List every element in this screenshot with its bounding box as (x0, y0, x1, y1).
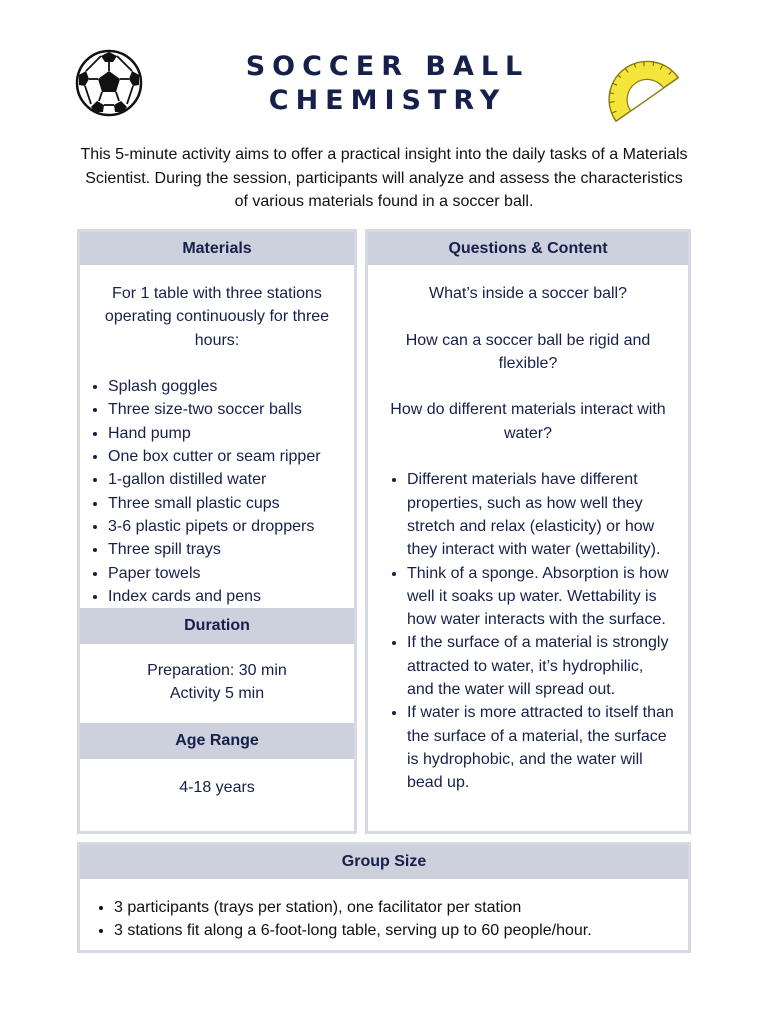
question-2: How can a soccer ball be rigid and flexible? (405, 331, 651, 372)
group-size-panel (77, 842, 691, 953)
list-item: • One box cutter or seam ripper (108, 445, 338, 468)
list-item: • Splash goggles (108, 375, 338, 398)
materials-header: Materials (80, 232, 354, 265)
materials-list (96, 375, 338, 608)
materials-intro: For 1 table with three stations operating continuously for three hours: (104, 285, 330, 349)
intro-paragraph: This 5-minute activity aims to offer a practical insight into the daily tasks of a Materials Scientist. During the session, participants will analyze and assess the characteristics of various materials found in a soccer ball. (80, 146, 688, 210)
group-size-list (80, 879, 688, 943)
list-item: • Think of a sponge. Absorption is how well it soaks up water. Wettability is how water interacts with the surface. (407, 562, 674, 632)
group-size-header: Group Size (80, 845, 688, 879)
list-item: • Hand pump (108, 422, 338, 445)
list-item: • Three small plastic cups (108, 492, 338, 515)
right-panel (365, 229, 691, 834)
list-item: • If water is more attracted to itself than the surface of a material, the surface is hydrophobic, and the water will bead up. (407, 701, 674, 794)
list-item: • Paper towels (108, 562, 338, 585)
list-item: • 3-6 plastic pipets or droppers (108, 515, 338, 538)
list-item: • 3 stations fit along a 6-foot-long table, serving up to 60 people/hour. (114, 919, 688, 942)
content-list (382, 468, 674, 794)
questions-header: Questions & Content (368, 232, 688, 265)
list-item: • Three size-two soccer balls (108, 398, 338, 421)
list-item: • 3 participants (trays per station), one facilitator per station (114, 896, 688, 919)
duration-header: Duration (80, 608, 354, 644)
materials-section (80, 265, 354, 608)
question-3: How do different materials interact with water? (390, 401, 666, 442)
page-title (0, 50, 768, 118)
duration-activity: Activity 5 min (169, 685, 265, 703)
title-line-2: CHEMISTRY (268, 85, 507, 116)
duration-section (80, 644, 354, 723)
title-line-1: SOCCER BALL (245, 51, 530, 82)
duration-preparation: Preparation: 30 min (147, 662, 287, 679)
list-item: • If the surface of a material is strongly attracted to water, it’s hydrophilic, and the water will spread out. (407, 631, 674, 701)
list-item: • Three spill trays (108, 538, 338, 561)
list-item: • 1-gallon distilled water (108, 468, 338, 491)
question-1: What’s inside a soccer ball? (428, 285, 628, 302)
age-range-value: 4-18 years (179, 779, 255, 796)
age-range-header: Age Range (80, 723, 354, 759)
list-item: • Index cards and pens (108, 585, 338, 608)
left-panel (77, 229, 357, 834)
list-item: • Different materials have different properties, such as how well they stretch and relax (elasticity) or how they interact with water (wettability). (407, 468, 674, 561)
questions-section (368, 265, 688, 795)
